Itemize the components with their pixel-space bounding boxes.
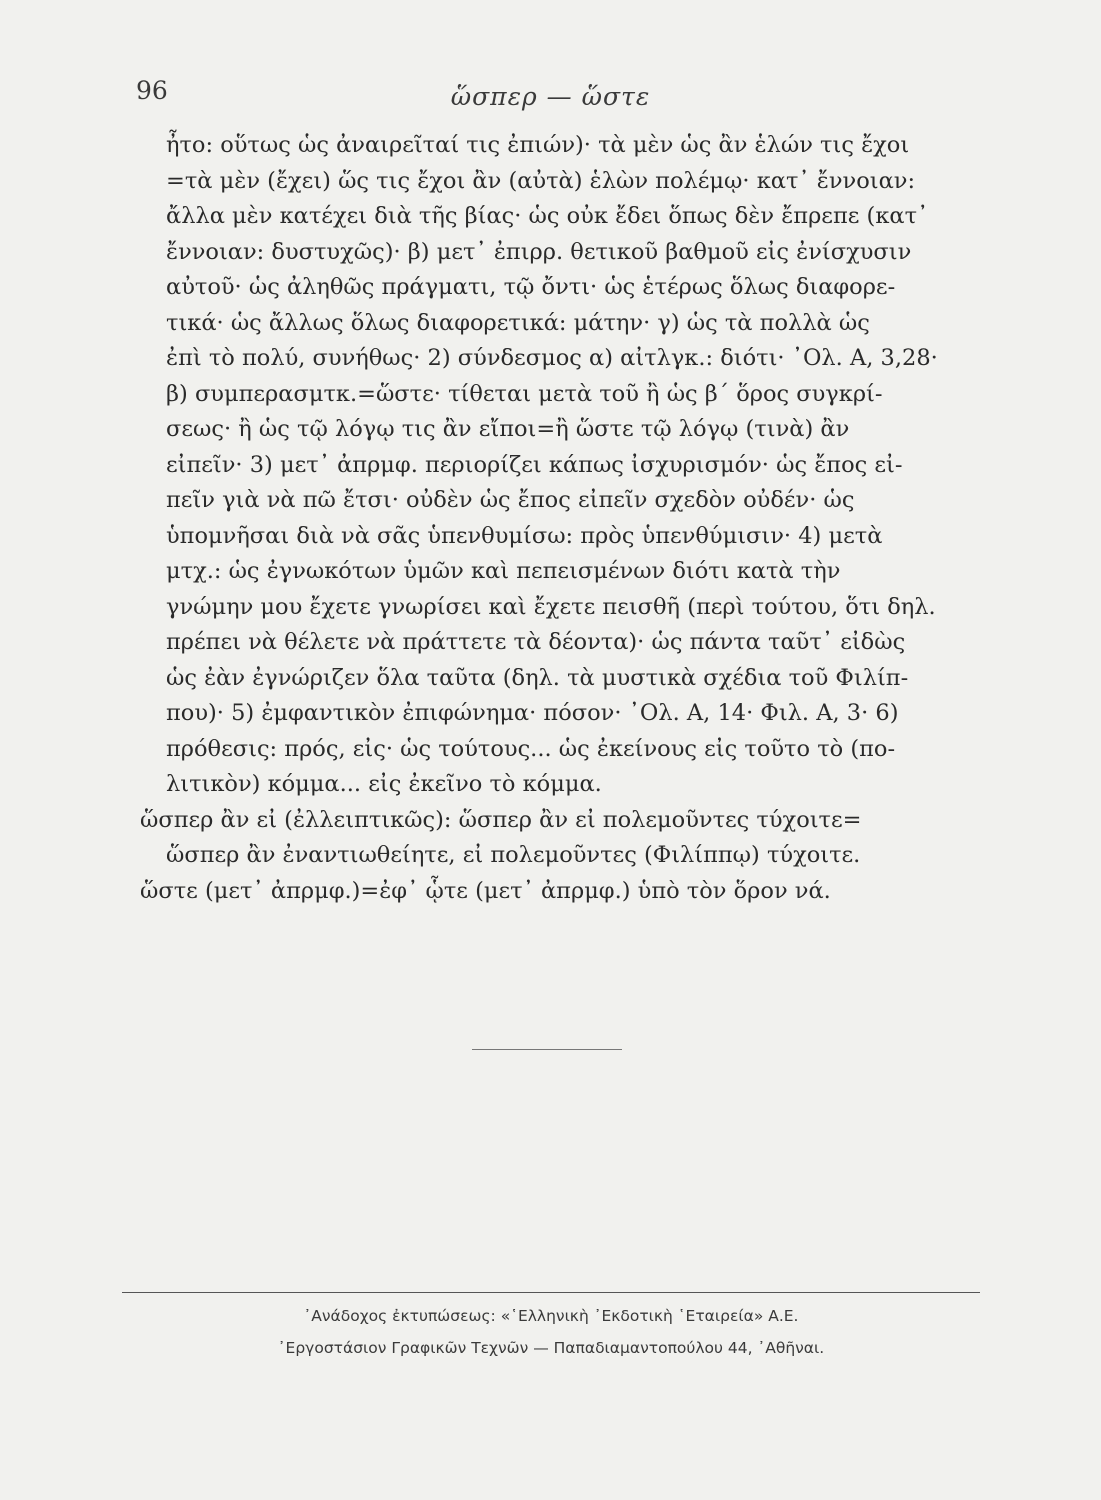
text-line: πρόθεσις: πρός, εἰς· ὡς τούτους... ὡς ἐκείνους εἰς τοῦτο τὸ (πο- — [166, 735, 896, 762]
text-line: πεῖν γιὰ νὰ πῶ ἔτσι· οὐδὲν ὡς ἔπος εἰπεῖν σχεδὸν οὐδέν· ὡς — [166, 487, 855, 513]
text-line: λιτικὸν) κόμμα... εἰς ἐκεῖνο τὸ κόμμα. — [166, 771, 602, 797]
text-line: μτχ.: ὡς ἐγνωκότων ὑμῶν καὶ πεπεισμένων διότι κατὰ τὴν — [166, 558, 841, 584]
entry-headword-line: ὥσπερ ἂν εἰ (ἐλλειπτικῶς): ὥσπερ ἂν εἰ πολεμοῦντες τύχοιτε= — [140, 806, 862, 833]
page-number: 96 — [136, 76, 168, 105]
printer-line: ᾿Ανάδοχος ἐκτυπώσεως: «῾Ελληνικὴ ᾿Εκδοτικὴ ῾Εταιρεία» Α.Ε. — [303, 1307, 799, 1325]
end-rule — [472, 1049, 622, 1050]
text-line: σεως· ἢ ὡς τῷ λόγῳ τις ἂν εἴποι=ἢ ὥστε τῷ λόγῳ (τινὰ) ἂν — [166, 416, 850, 442]
text-line: ἐπὶ τὸ πολύ, συνήθως· 2) σύνδεσμος α) αἰτλγκ.: διότι· ᾿Ολ. Α, 3,28· — [166, 345, 938, 371]
text-line: εἰπεῖν· 3) μετ᾿ ἀπρμφ. περιορίζει κάπως ἰσχυρισμόν· ὡς ἔπος εἰ- — [166, 451, 903, 478]
dictionary-text — [140, 128, 980, 909]
text-line: ὑπομνῆσαι διὰ νὰ σᾶς ὑπενθυμίσω: πρὸς ὑπενθύμισιν· 4) μετὰ — [166, 522, 883, 549]
text-line: ἔννοιαν: δυστυχῶς)· β) μετ᾿ ἐπιρρ. θετικοῦ βαθμοῦ εἰς ἐνίσχυσιν — [166, 238, 912, 265]
text-line: πρέπει νὰ θέλετε νὰ πράττετε τὰ δέοντα)· ὡς πάντα ταῦτ᾿ εἰδὼς — [166, 629, 906, 655]
text-line: αὐτοῦ· ὡς ἀληθῶς πράγματι, τῷ ὄντι· ὡς ἑτέρως ὅλως διαφορε- — [166, 274, 896, 300]
running-head: ὥσπερ — ὥστε — [450, 82, 651, 111]
text-line: τικά· ὡς ἄλλως ὅλως διαφορετικά: μάτην· γ) ὡς τὰ πολλὰ ὡς — [166, 309, 870, 336]
text-line: ὥσπερ ἂν ἐναντιωθείητε, εἰ πολεμοῦντες (Φιλίππῳ) τύχοιτε. — [166, 842, 861, 868]
text-line: ἦτο: οὕτως ὡς ἀναιρεῖταί τις ἐπιών)· τὰ μὲν ὡς ἂν ἑλών τις ἔχοι — [166, 132, 910, 158]
text-line: που)· 5) ἐμφαντικὸν ἐπιφώνημα· πόσον· ᾿Ολ. Α, 14· Φιλ. Α, 3· 6) — [166, 700, 899, 726]
printworks-line: ᾿Εργοστάσιον Γραφικῶν Τεχνῶν — Παπαδιαμαντοπούλου 44, ᾿Αθῆναι. — [277, 1339, 825, 1357]
text-line: ὡς ἐὰν ἐγνώριζεν ὅλα ταῦτα (δηλ. τὰ μυστικὰ σχέδια τοῦ Φιλίπ- — [166, 664, 909, 691]
text-line: β) συμπερασμτκ.=ὥστε· τίθεται μετὰ τοῦ ἢ ὡς β΄ ὅρος συγκρί- — [166, 380, 883, 407]
footer-rule — [122, 1292, 980, 1293]
text-line: =τὰ μὲν (ἔχει) ὥς τις ἔχοι ἂν (αὐτὰ) ἑλὼν πολέμῳ· κατ᾿ ἔννοιαν: — [166, 167, 916, 194]
text-line: γνώμην μου ἔχετε γνωρίσει καὶ ἔχετε πεισθῆ (περὶ τούτου, ὅτι δηλ. — [166, 593, 936, 620]
entry-headword-line: ὥστε (μετ᾿ ἀπρμφ.)=ἐφ᾿ ᾧτε (μετ᾿ ἀπρμφ.) ὑπὸ τὸν ὅρον νά. — [140, 877, 831, 904]
text-line: ἄλλα μὲν κατέχει διὰ τῆς βίας· ὡς οὐκ ἔδει ὅπως δὲν ἔπρεπε (κατ᾿ — [166, 203, 929, 229]
